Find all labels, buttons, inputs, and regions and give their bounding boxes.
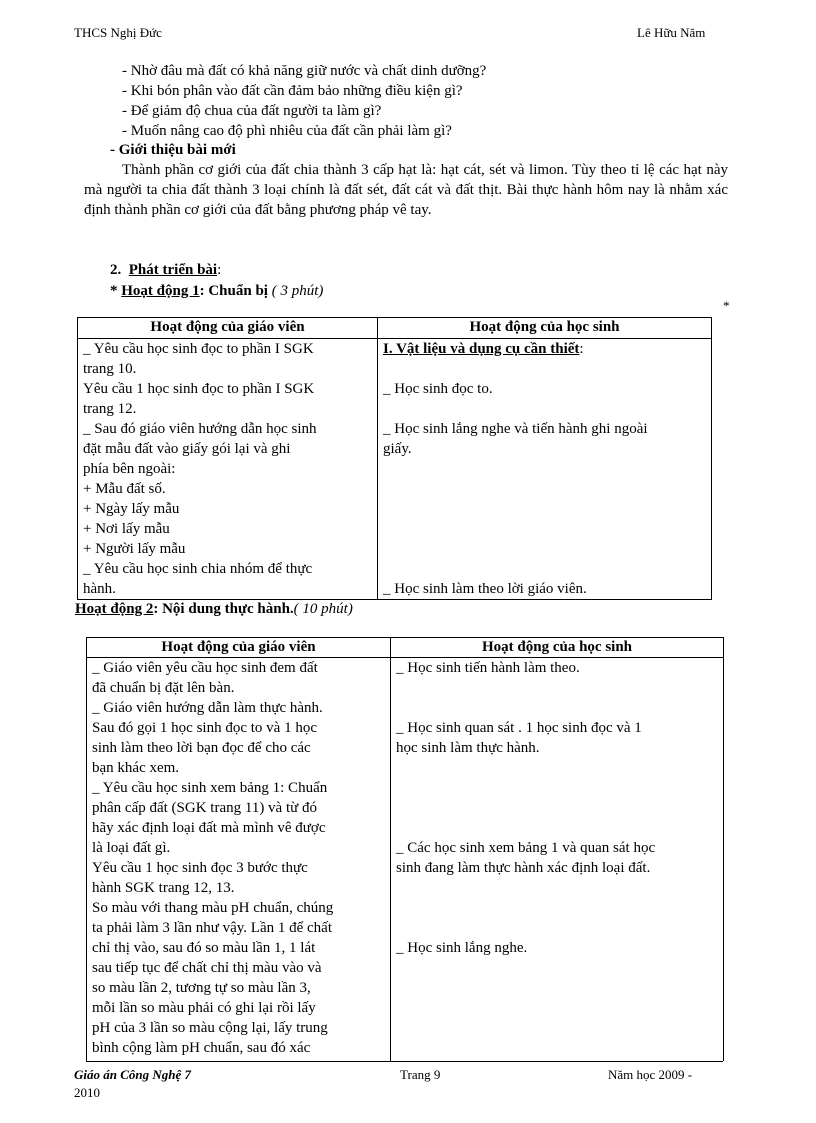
text-line: _ Học sinh làm theo lời giáo viên. (383, 581, 587, 597)
activity2-table-wrap (86, 637, 726, 1061)
text-line: là loại đất gì. (92, 840, 171, 856)
activity2-col-teacher: Hoạt động của giáo viên (87, 638, 391, 658)
text-line: trang 10. (83, 361, 137, 377)
activity1-student-cell (378, 339, 712, 600)
materials-heading: I. Vật liệu và dụng cụ cần thiết (383, 341, 580, 357)
text-line: mỗi lần so màu phải có ghi lại rồi lấy (92, 1000, 316, 1016)
intro-text: Thành phần cơ giới của đất chia thành 3 cấp hạt là: hạt cát, sét và limon. Tùy theo tỉ lệ các hạt này mà người ta chia đất thành 3 loại chính là đất sét, đất cát và đất thịt. Bài thực hành hôm nay là nhằm xác định thành phần cơ giới của đất bằng phương pháp vê tay. (84, 162, 728, 218)
activity2-heading (75, 599, 353, 619)
text-line: sinh làm theo lời bạn đọc để cho các (92, 740, 311, 756)
text-line: sinh đang làm thực hành xác định loại đất. (396, 860, 651, 876)
text-line: bình cộng làm pH chuẩn, sau đó xác (92, 1040, 311, 1056)
text-line: _ Yêu cầu học sinh xem bảng 1: Chuẩn (92, 780, 328, 796)
text-line: hãy xác định loại đất mà mình vê được (92, 820, 326, 836)
activity1-label: Hoạt động 1 (121, 283, 200, 299)
asterisk-mark: * (723, 298, 730, 313)
text-line: Sau đó gọi 1 học sinh đọc to và 1 học (92, 720, 317, 736)
question-4: - Muốn nâng cao độ phì nhiêu của đất cần phải làm gì? (122, 123, 452, 139)
activity2-name: : Nội dung thực hành. (153, 601, 294, 617)
question-2: - Khi bón phân vào đất cần đảm bảo những điều kiện gì? (122, 83, 463, 99)
text-line: hành. (83, 581, 116, 597)
header-author: Lê Hữu Năm (637, 25, 706, 40)
activity1-name: : Chuẩn bị (199, 283, 272, 299)
text-line: + Nơi lấy mẫu (83, 521, 170, 537)
footer-year-end: 2010 (74, 1085, 100, 1100)
text-line: chỉ thị vào, sau đó so màu lần 1, 1 lát (92, 940, 316, 956)
section-number: 2. (110, 262, 122, 278)
text-line: _ Giáo viên yêu cầu học sinh đem đất (92, 660, 318, 676)
activity1-col-teacher: Hoạt động của giáo viên (78, 318, 378, 339)
text-line: ta phải làm 3 lần như vậy. Lần 1 để chất (92, 920, 332, 936)
text-line: hành SGK trang 12, 13. (92, 880, 235, 896)
section-title: Phát triển bài (128, 262, 218, 278)
text-line: Yêu cầu 1 học sinh đọc to phần I SGK (83, 381, 315, 397)
text-line: _ Học sinh quan sát . 1 học sinh đọc và 1 (396, 720, 642, 736)
activity1-prefix: * (110, 283, 122, 299)
text-line: _ Học sinh đọc to. (383, 381, 493, 397)
activity2-label: Hoạt động 2 (75, 601, 154, 617)
text-line: phân cấp đất (SGK trang 11) và từ đó (92, 800, 318, 816)
text-line: _ Học sinh lắng nghe. (396, 940, 528, 956)
activity1-heading (110, 281, 323, 301)
activity2-teacher-cell (87, 658, 391, 1062)
text-line: So màu với thang màu pH chuẩn, chúng (92, 900, 334, 916)
activity1-teacher-cell (78, 339, 378, 600)
footer-course: Giáo án Công Nghệ 7 (74, 1067, 192, 1082)
text-line: _ Học sinh lắng nghe và tiến hành ghi ngoài (383, 421, 648, 437)
question-3: - Để giảm độ chua của đất người ta làm gì? (122, 103, 382, 119)
activity1-table (77, 317, 712, 600)
text-line: pH của 3 lần so màu cộng lại, lấy trung (92, 1020, 328, 1036)
section-colon: : (217, 262, 222, 278)
table-cut-line (86, 1061, 723, 1062)
text-line: _ Yêu cầu học sinh chia nhóm để thực (83, 561, 313, 577)
text-line: + Người lấy mẫu (83, 541, 186, 557)
text-line: _ Giáo viên hướng dẫn làm thực hành. (92, 700, 323, 716)
text-line: _ Học sinh tiến hành làm theo. (396, 660, 580, 676)
activity2-table (86, 637, 724, 1061)
text-line: + Mẫu đất số. (83, 481, 166, 497)
text-line: phía bên ngoài: (83, 461, 176, 477)
text-line: đặt mẫu đất vào giấy gói lại và ghi (83, 441, 291, 457)
activity1-col-student: Hoạt động của học sinh (378, 318, 712, 339)
activity1-time: ( 3 phút) (271, 283, 324, 299)
text-line: đã chuẩn bị đặt lên bàn. (92, 680, 235, 696)
footer-page: Trang 9 (400, 1067, 441, 1082)
text-line: trang 12. (83, 401, 137, 417)
activity2-col-student: Hoạt động của học sinh (391, 638, 724, 658)
text-line: giấy. (383, 441, 412, 457)
text-line: bạn khác xem. (92, 760, 180, 776)
text-line: học sinh làm thực hành. (396, 740, 540, 756)
footer-year: Năm học 2009 - (608, 1067, 693, 1082)
text-line: + Ngày lấy mẫu (83, 501, 180, 517)
section-heading (110, 260, 221, 280)
text-line: Yêu cầu 1 học sinh đọc 3 bước thực (92, 860, 308, 876)
activity2-student-cell (391, 658, 724, 1062)
text-line: sau tiếp tục để chất chỉ thị màu vào và (92, 960, 322, 976)
intro-title: - Giới thiệu bài mới (110, 142, 236, 158)
text-line: _ Yêu cầu học sinh đọc to phần I SGK (83, 341, 314, 357)
activity2-time: ( 10 phút) (293, 601, 353, 617)
text-line: so màu lần 2, tương tự so màu lần 3, (92, 980, 311, 996)
text-line: _ Sau đó giáo viên hướng dẫn học sinh (83, 421, 317, 437)
text-line: _ Các học sinh xem bảng 1 và quan sát học (396, 840, 656, 856)
materials-colon: : (579, 341, 584, 357)
header-school: THCS Nghị Đức (74, 25, 162, 40)
question-1: - Nhờ đâu mà đất có khả năng giữ nước và chất dinh dưỡng? (122, 63, 487, 79)
